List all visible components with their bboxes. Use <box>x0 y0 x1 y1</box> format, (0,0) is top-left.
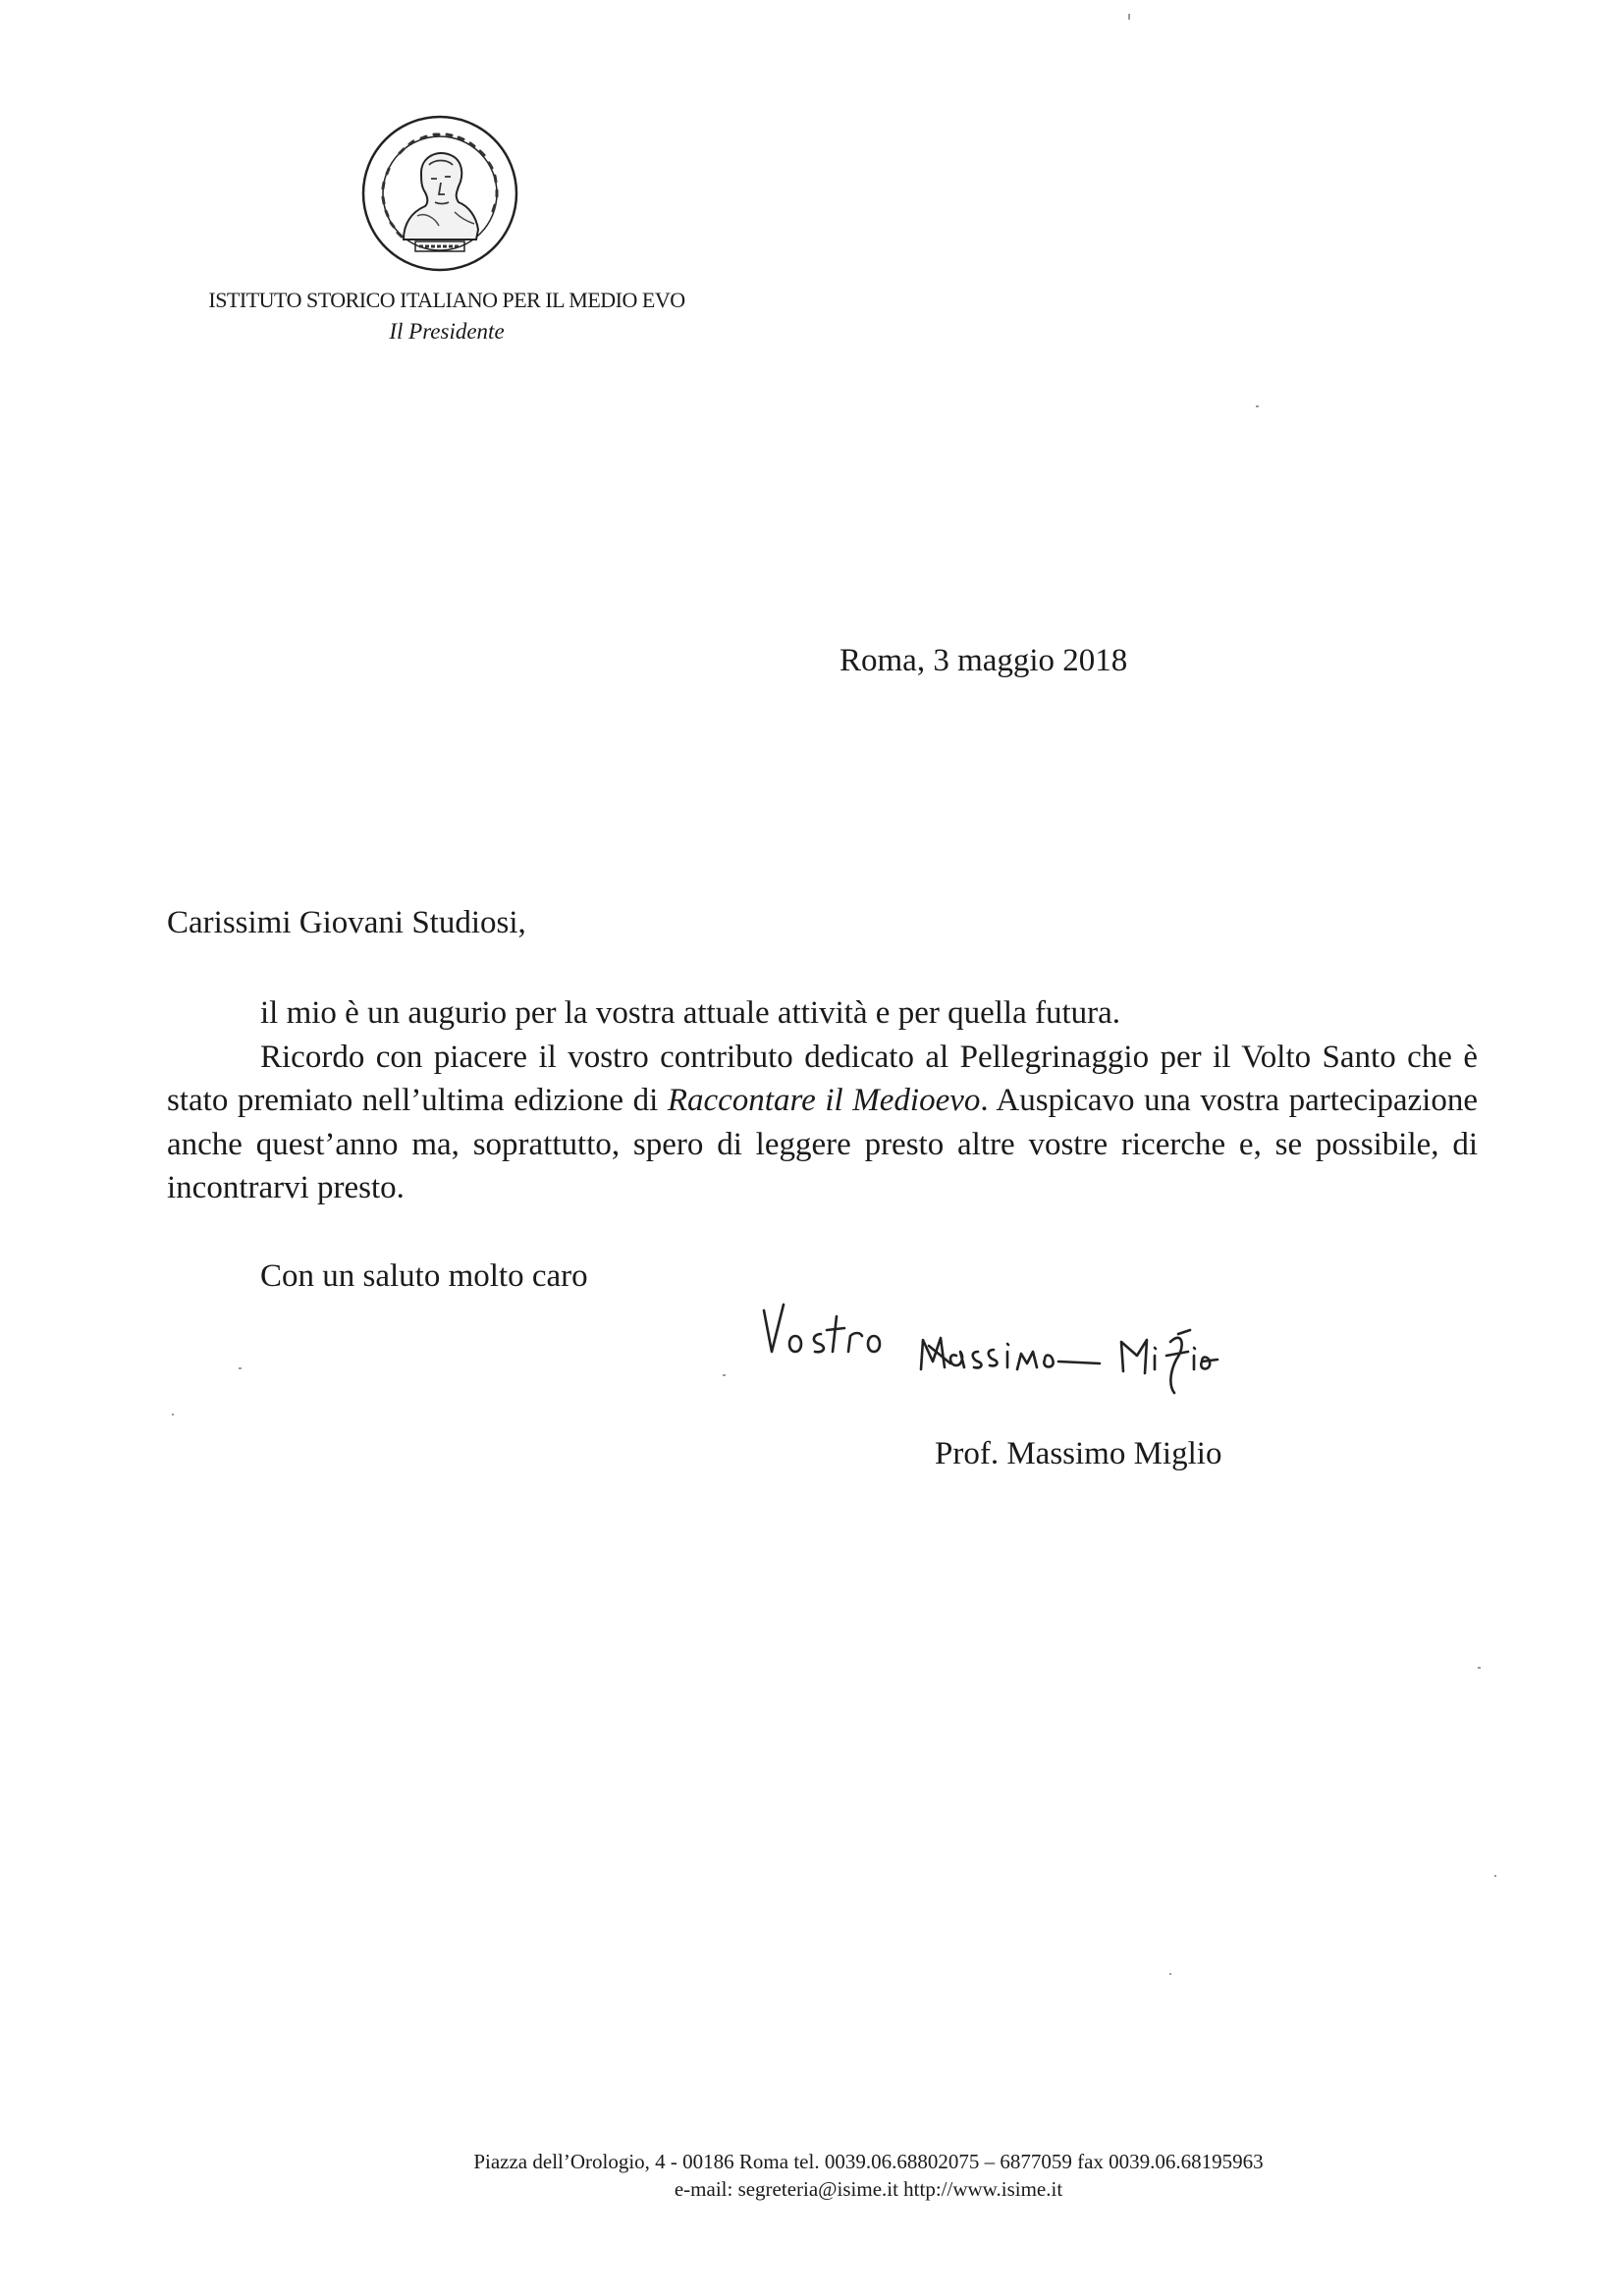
paragraph-2-text-start: Ricordo con piacere il vostro contributo dedicato al Pellegrinaggio per il Volto Santo che è stato premiato nell’ultima edizione di <box>167 1039 1478 1118</box>
footer-address: Piazza dell’Orologio, 4 - 00186 Roma tel. 0039.06.68802075 – 6877059 fax 0039.06.68195963 <box>473 2150 1264 2173</box>
scan-speck <box>1494 1875 1496 1877</box>
scan-speck <box>1478 1667 1481 1669</box>
institute-seal <box>360 114 519 273</box>
handwritten-signature <box>746 1291 1296 1404</box>
scan-speck <box>239 1367 242 1369</box>
scan-speck <box>172 1414 174 1415</box>
body-paragraph-2 <box>167 1036 1478 1210</box>
event-title: Raccontare il Medioevo <box>667 1083 981 1118</box>
paragraph-2-text-end: . Auspicavo una vostra partecipazione anche quest’anno ma, soprattutto, spero di leggere presto altre vostre ricerche e, se possibile, di incontrarvi presto. <box>167 1083 1478 1205</box>
office-title: Il Presidente <box>389 319 505 344</box>
letter-body <box>167 991 1478 1210</box>
scan-speck <box>1256 405 1259 407</box>
institute-seal-portrait-icon <box>360 114 519 273</box>
institute-name: ISTITUTO STORICO ITALIANO PER IL MEDIO EVO <box>208 288 685 312</box>
footer-contact: e-mail: segreteria@isime.it http://www.isime.it <box>674 2177 1063 2201</box>
scan-speck <box>1128 14 1130 20</box>
scan-speck <box>723 1374 726 1376</box>
body-paragraph-1: il mio è un augurio per la vostra attuale attività e per quella futura. <box>260 995 1121 1031</box>
handwritten-signature-icon <box>746 1291 1296 1404</box>
scan-speck <box>1169 1973 1171 1975</box>
signer-name: Prof. Massimo Miglio <box>935 1436 1222 1471</box>
salutation: Carissimi Giovani Studiosi, <box>167 905 526 940</box>
closing-line: Con un saluto molto caro <box>260 1258 588 1294</box>
date-line: Roma, 3 maggio 2018 <box>839 643 1128 678</box>
